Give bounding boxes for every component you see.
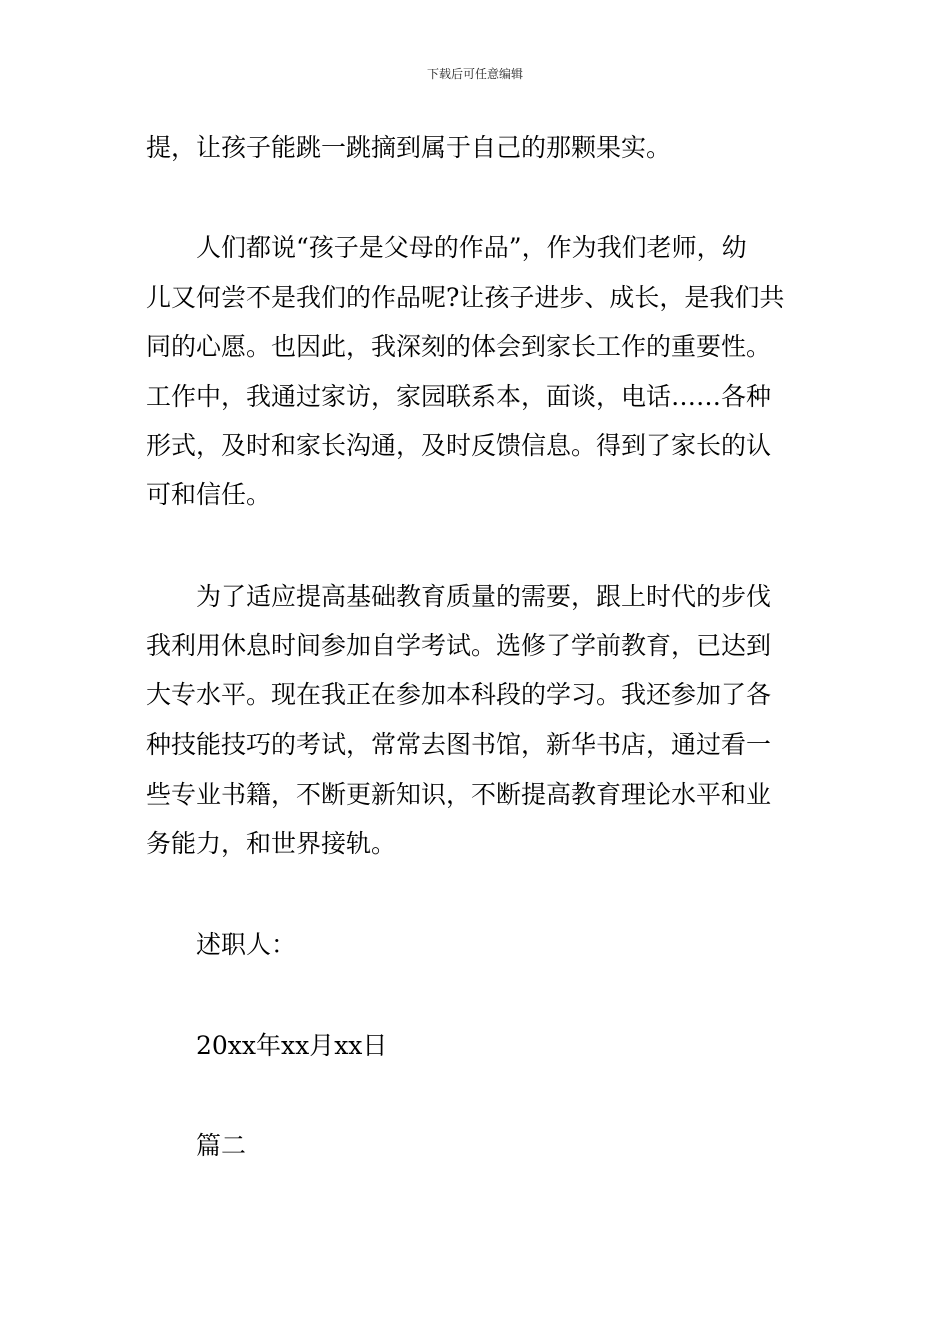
signature-label: 述职人： (196, 930, 297, 959)
text-line: 大专水平。现在我正在参加本科段的学习。我还参加了各 (146, 680, 772, 709)
text-line: 为了适应提高基础教育质量的需要，跟上时代的步伐 (196, 582, 772, 611)
text-line: 儿又何尝不是我们的作品呢?让孩子进步、成长，是我们共 (146, 283, 785, 312)
text-line: 形式，及时和家长沟通，及时反馈信息。得到了家长的认 (146, 431, 772, 460)
text-line: 人们都说“孩子是父母的作品”，作为我们老师，幼 (196, 233, 747, 262)
text-line: 务能力，和世界接轨。 (146, 829, 397, 858)
text-line: 工作中，我通过家访，家园联系本，面谈，电话……各种 (146, 382, 772, 411)
header-note: 下载后可任意编辑 (426, 67, 523, 81)
text-line: 些专业书籍，不断更新知识，不断提高教育理论水平和业 (146, 780, 772, 809)
text-line: 可和信任。 (146, 480, 272, 509)
text-line: 提，让孩子能跳一跳摘到属于自己的那颗果实。 (146, 133, 672, 162)
section-heading: 篇二 (196, 1131, 247, 1160)
text-line: 我利用休息时间参加自学考试。选修了学前教育，已达到 (146, 631, 772, 660)
date-line: 20xx年xx月xx日 (196, 1031, 388, 1060)
text-line: 同的心愿。也因此，我深刻的体会到家长工作的重要性。 (146, 332, 772, 361)
text-line: 种技能技巧的考试，常常去图书馆，新华书店，通过看一 (146, 730, 772, 759)
